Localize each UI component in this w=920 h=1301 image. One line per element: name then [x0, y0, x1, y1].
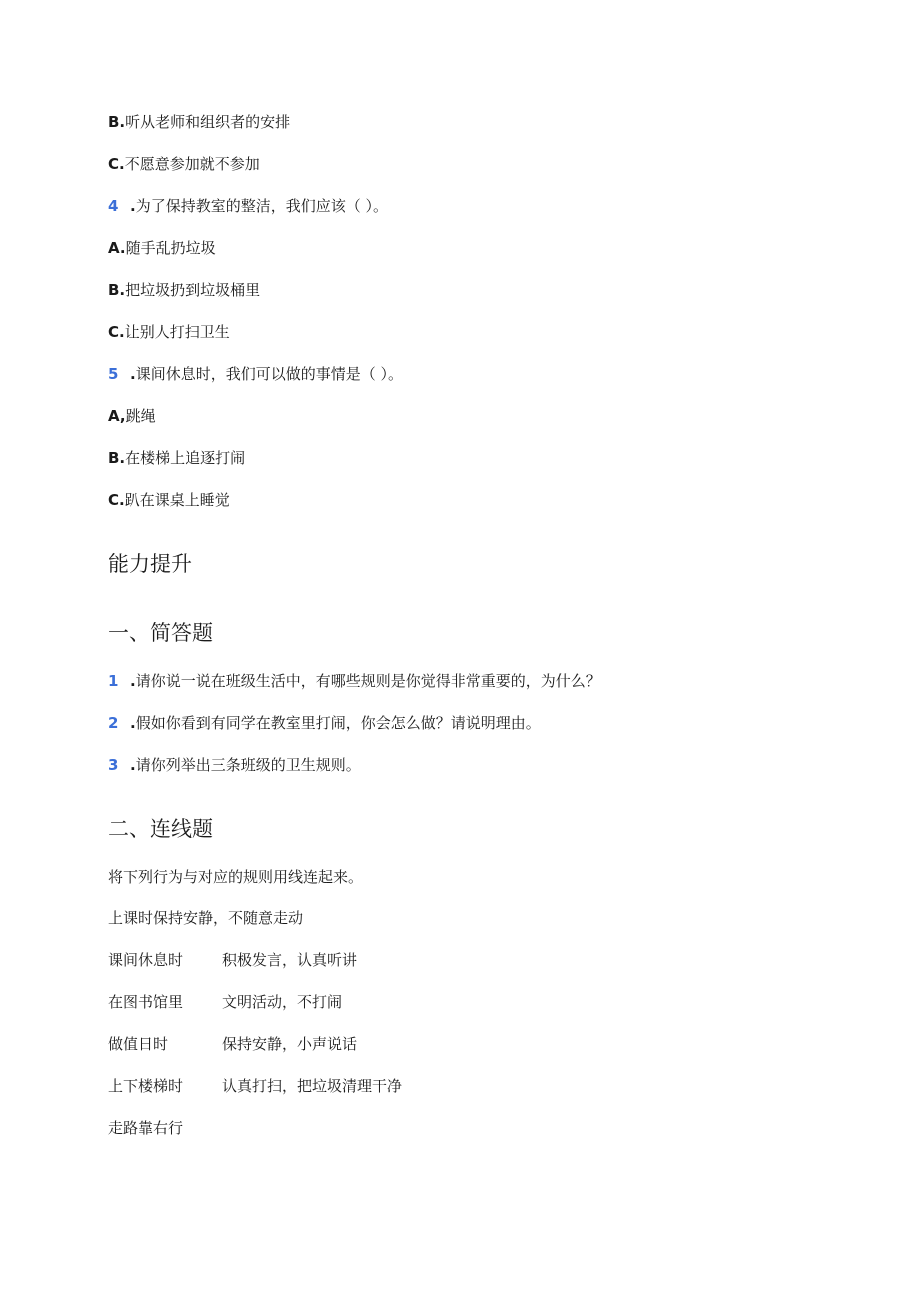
- option-text: 把垃圾扔到垃圾桶里: [125, 281, 261, 299]
- q4-option-b: [108, 279, 260, 301]
- option-letter: B.: [108, 113, 126, 131]
- option-letter: B.: [108, 281, 126, 299]
- matching-left-item: 走路靠右行: [108, 1119, 184, 1137]
- matching-right-item: 保持安静，小声说话: [222, 1035, 358, 1053]
- q5-option-a: [108, 405, 156, 427]
- matching-pair-row: [108, 1033, 357, 1055]
- matching-left-item: 在图书馆里: [108, 993, 184, 1011]
- short-answer-question-2: [108, 712, 541, 734]
- question-4: [108, 195, 388, 217]
- question-text: 假如你看到有同学在教室里打闹，你会怎么做？请说明理由。: [135, 714, 541, 732]
- short-answer-question-1: [108, 670, 601, 692]
- question-number: 2: [108, 714, 119, 732]
- option-letter: C.: [108, 491, 125, 509]
- q3-option-c: [108, 153, 260, 175]
- question-text: 课间休息时，我们可以做的事情是（ ）。: [135, 365, 403, 383]
- section-heading-ability: 能力提升: [108, 552, 192, 576]
- option-text: 在楼梯上追逐打闹: [125, 449, 246, 467]
- q5-option-c: [108, 489, 230, 511]
- matching-left-item: 上下楼梯时: [108, 1077, 184, 1095]
- question-text: 请你说一说在班级生活中，有哪些规则是你觉得非常重要的，为什么？: [135, 672, 601, 690]
- option-text: 让别人打扫卫生: [124, 323, 230, 341]
- q4-option-a: [108, 237, 216, 259]
- question-dot: .: [130, 365, 136, 383]
- option-text: 听从老师和组织者的安排: [125, 113, 291, 131]
- option-text: 趴在课桌上睡觉: [124, 491, 230, 509]
- matching-right-item: 文明活动，不打闹: [222, 993, 343, 1011]
- question-dot: .: [130, 672, 136, 690]
- option-letter: C.: [108, 323, 125, 341]
- section-heading-matching: 二、连线题: [108, 817, 213, 841]
- matching-right-item: 积极发言，认真听讲: [222, 951, 358, 969]
- question-dot: .: [130, 714, 136, 732]
- option-letter: A.: [108, 239, 126, 257]
- option-letter: C.: [108, 155, 125, 173]
- question-text: 请你列举出三条班级的卫生规则。: [135, 756, 361, 774]
- question-number: 5: [108, 365, 119, 383]
- question-number: 4: [108, 197, 119, 215]
- matching-instruction: 将下列行为与对应的规则用线连起来。: [108, 868, 364, 886]
- option-text: 不愿意参加就不参加: [124, 155, 260, 173]
- matching-right-item: 认真打扫，把垃圾清理干净: [222, 1077, 403, 1095]
- option-text: 跳绳: [125, 407, 156, 425]
- question-text: 为了保持教室的整洁，我们应该（ ）。: [135, 197, 388, 215]
- matching-pair-row: [108, 949, 357, 971]
- matching-left-item: 做值日时: [108, 1035, 169, 1053]
- matching-right-item: 上课时保持安静，不随意走动: [108, 909, 304, 927]
- short-answer-question-3: [108, 754, 361, 776]
- section-heading-short-answer: 一、简答题: [108, 621, 213, 645]
- q5-option-b: [108, 447, 245, 469]
- matching-pair-row: [108, 1075, 402, 1097]
- question-dot: .: [130, 756, 136, 774]
- option-text: 随手乱扔垃圾: [125, 239, 216, 257]
- question-5: [108, 363, 403, 385]
- matching-pair-row: [108, 991, 342, 1013]
- option-letter: A,: [108, 407, 126, 425]
- question-dot: .: [130, 197, 136, 215]
- option-letter: B.: [108, 449, 126, 467]
- question-number: 1: [108, 672, 119, 690]
- q3-option-b: [108, 111, 290, 133]
- q4-option-c: [108, 321, 230, 343]
- matching-left-item: 课间休息时: [108, 951, 184, 969]
- question-number: 3: [108, 756, 119, 774]
